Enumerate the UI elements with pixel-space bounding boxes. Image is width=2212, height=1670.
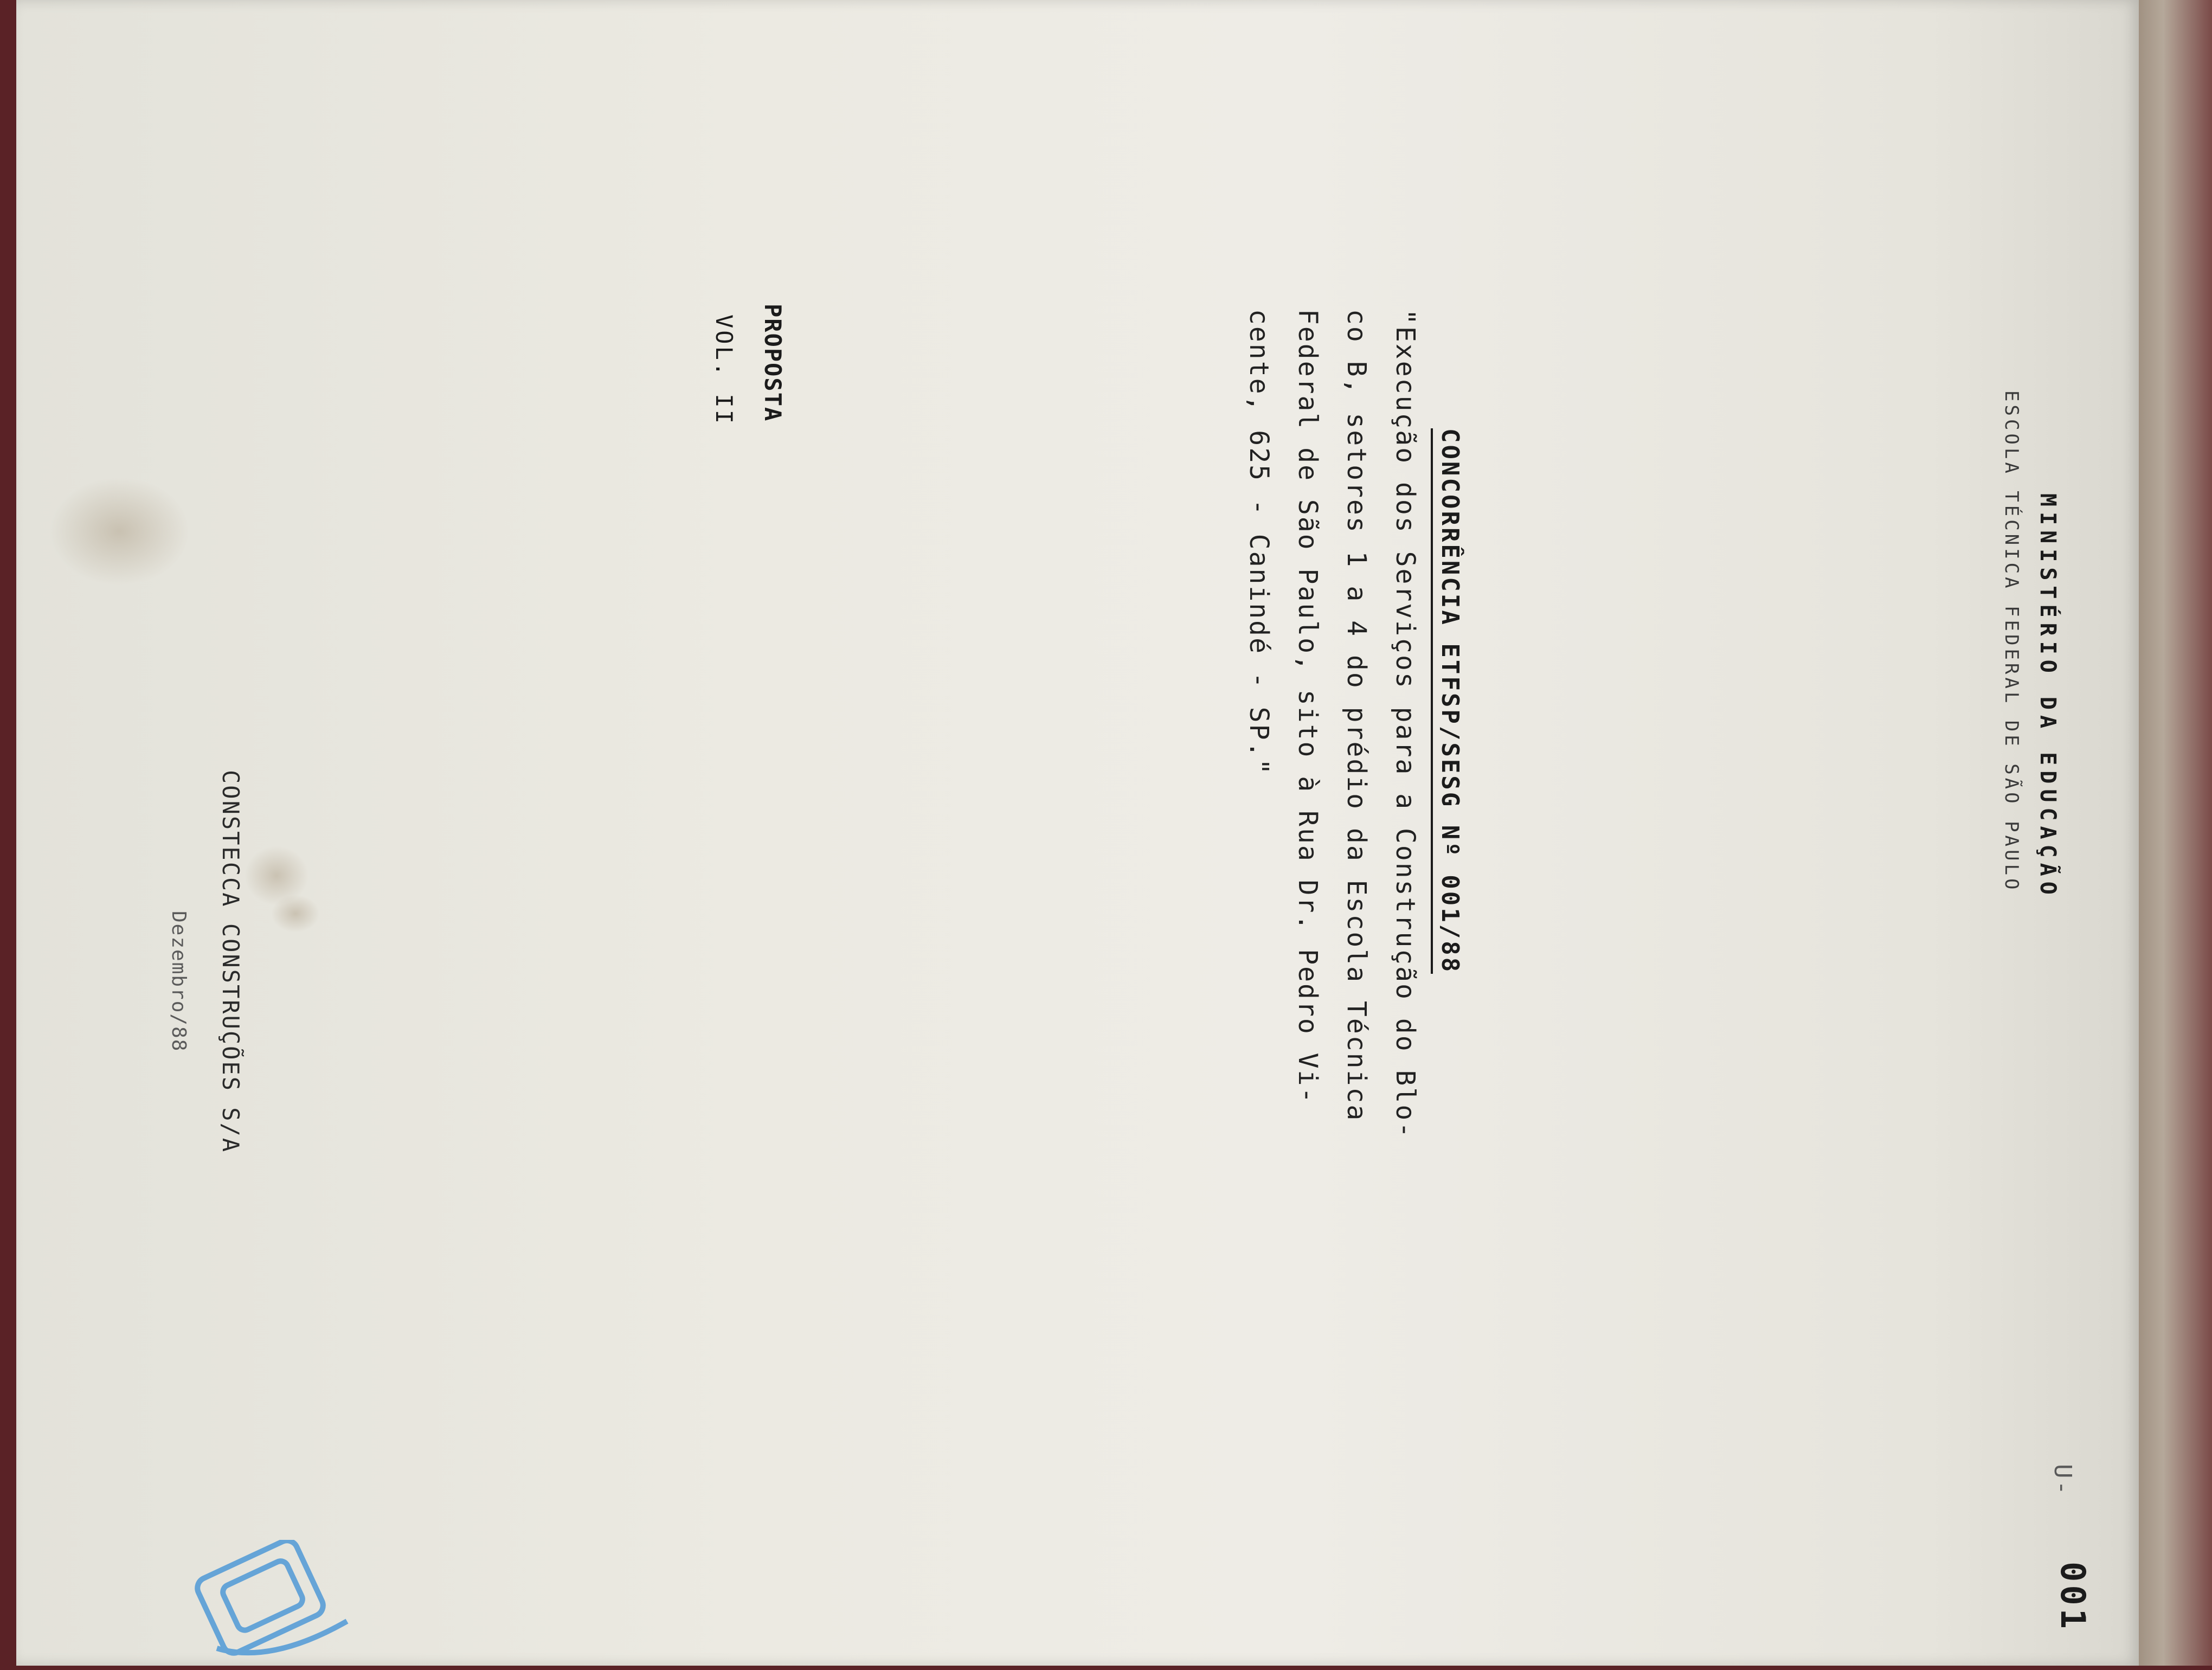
page-number: 001 (2053, 1562, 2093, 1632)
volume-label: VOL. II (711, 314, 737, 426)
description-line: Federal de São Paulo, sito à Rua Dr. Pedro Vi- (1293, 309, 1323, 1105)
document-date: Dezembro/88 (168, 911, 190, 1052)
description-line: cente, 625 - Canindé - SP." (1244, 309, 1274, 776)
background-surface (2131, 0, 2212, 1666)
document-page (16, 0, 2139, 1666)
page-prefix: U- (2049, 1464, 2076, 1497)
description-line: co B, setores 1 a 4 do prédio da Escola Técnica (1341, 309, 1372, 1122)
proposal-label: PROPOSTA (760, 304, 786, 422)
description-line: "Execução dos Serviços para a Construção do Blo- (1390, 309, 1420, 1140)
company-stamp-icon (184, 1540, 369, 1670)
school-heading: ESCOLA TÉCNICA FEDERAL DE SÃO PAULO (2001, 390, 2022, 893)
ministry-heading: MINISTÉRIO DA EDUCAÇÃO (2035, 493, 2060, 900)
company-name: CONSTECCA CONSTRUÇÕES S/A (217, 770, 244, 1154)
tender-title: CONCORRÊNCIA ETFSP/SESG Nº 001/88 (1431, 428, 1464, 974)
